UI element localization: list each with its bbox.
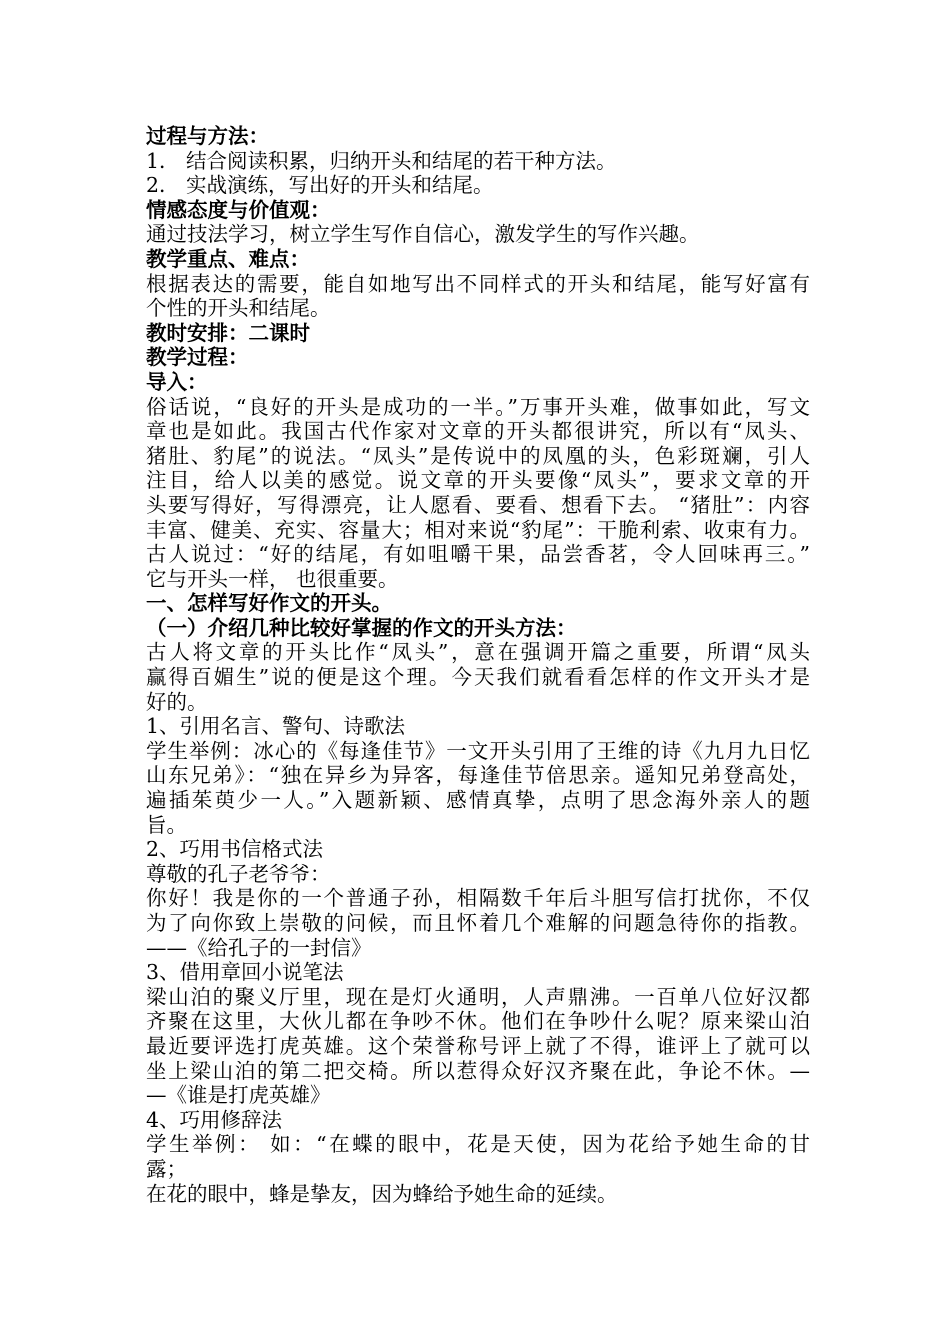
text-line: 坐上梁山泊的第二把交椅。所以惹得众好汉齐聚在此，争论不休。— [146,1058,810,1083]
section-heading: （一）介绍几种比较好掌握的作文的开头方法： [146,615,577,640]
section-heading: 过程与方法： [146,124,269,148]
text-line: 通过技法学习，树立学生写作自信心，激发学生的写作兴趣。 [146,222,700,247]
text-line: 齐聚在这里，大伙儿都在争吵不休。他们在争吵什么呢？原来梁山泊 [146,1009,810,1034]
text-line: —《谁是打虎英雄》 [146,1083,331,1108]
text-line: 遍插茱萸少一人。”入题新颖、感情真挚，点明了思念海外亲人的题 [146,788,810,813]
text-line: 章也是如此。我国古代作家对文章的开头都很讲究，所以有“凤头、 [146,419,810,444]
text-line: 1、引用名言、警句、诗歌法 [146,714,406,739]
text-line: 为了向你致上崇敬的问候，而且怀着几个难解的问题急待你的指教。 [146,911,810,935]
text-line: 最近要评选打虎英雄。这个荣誉称号评上就了不得，谁评上了就可以 [146,1033,810,1058]
text-line: 古人将文章的开头比作“凤头”，意在强调开篇之重要，所谓“凤头 [146,640,810,665]
text-line: 个性的开头和结尾。 [146,296,331,321]
text-line: 头要写得好，写得漂亮，让人愿看、要看、想看下去。 “猪肚”：内容 [146,492,810,517]
text-line: 丰富、健美、充实、容量大；相对来说“豹尾”：干脆利索、收束有力。 [146,517,810,542]
text-line: 1． 结合阅读积累，归纳开头和结尾的若干种方法。 [146,148,617,173]
document-page [146,124,810,1206]
section-heading: 情感态度与价值观： [146,197,331,222]
text-line: 好的。 [146,689,208,714]
text-line: 俗话说，“良好的开头是成功的一半。”万事开头难，做事如此，写文 [146,394,810,419]
text-line: 山东兄弟》：“独在异乡为异客，每逢佳节倍思亲。遥知兄弟登高处， [146,763,810,788]
text-line: 学生举例：冰心的《每逢佳节》一文开头引用了王维的诗《九月九日忆 [146,738,810,763]
text-line: 梁山泊的聚义厅里，现在是灯火通明，人声鼎沸。一百单八位好汉都 [146,984,810,1009]
section-heading: 导入： [146,369,208,394]
text-line: 2、巧用书信格式法 [146,837,324,862]
section-heading: 教学过程： [146,345,249,370]
text-line: 猪肚、豹尾”的说法。“凤头”是传说中的凤凰的头，色彩斑斓，引人 [146,443,810,468]
text-line: 尊敬的孔子老爷爷： [146,861,331,886]
text-line: 在花的眼中，蜂是挚友，因为蜂给予她生命的延续。 [146,1181,618,1206]
text-line: ——《给孔子的一封信》 [146,935,372,960]
text-line: 4、巧用修辞法 [146,1107,283,1132]
text-line: 它与开头一样， 也很重要。 [146,566,399,591]
text-line: 注目，给人以美的感觉。说文章的开头要像“凤头”，要求文章的开 [146,468,810,493]
section-heading: 教时安排：二课时 [146,320,310,345]
text-line: 露； [146,1156,187,1181]
section-heading: 教学重点、难点： [146,246,310,271]
text-line: 赢得百媚生”说的便是这个理。今天我们就看看怎样的作文开头才是 [146,665,810,690]
text-line: 旨。 [146,812,187,837]
text-line: 3、借用章回小说笔法 [146,960,344,985]
section-heading: 一、怎样写好作文的开头。 [146,591,392,616]
text-line: 根据表达的需要，能自如地写出不同样式的开头和结尾，能写好富有 [146,271,810,296]
text-line: 古人说过：“好的结尾，有如咀嚼干果，品尝香茗，令人回味再三。” [146,542,810,567]
text-line: 2． 实战演练，写出好的开头和结尾。 [146,173,494,198]
text-line: 学生举例： 如：“在蝶的眼中，花是天使，因为花给予她生命的甘 [146,1132,810,1157]
text-line: 你好！我是你的一个普通子孙，相隔数千年后斗胆写信打扰你，不仅 [146,886,810,911]
